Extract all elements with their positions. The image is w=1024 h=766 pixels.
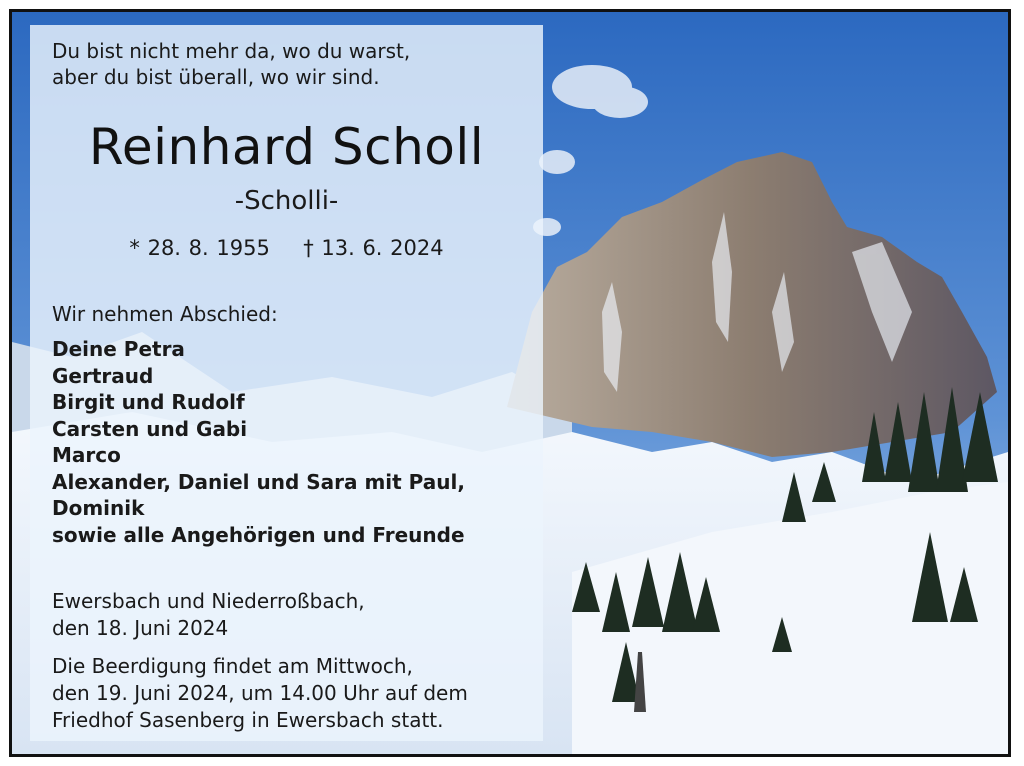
mourner-item: Birgit und Rudolf — [52, 390, 245, 414]
place-and-date — [52, 588, 532, 642]
date-line: den 18. Juni 2024 — [52, 616, 229, 640]
farewell-intro: Wir nehmen Abschied: — [52, 302, 278, 326]
mourner-item: Dominik — [52, 496, 145, 520]
mourner-item: Deine Petra — [52, 337, 185, 361]
deceased-nickname: -Scholli- — [234, 186, 339, 216]
deceased-name: Reinhard Scholl — [88, 118, 485, 176]
mourner-item: Carsten und Gabi — [52, 416, 248, 441]
obituary-frame — [9, 9, 1011, 757]
funeral-line-3: Friedhof Sasenberg in Ewersbach statt. — [52, 708, 444, 732]
mourner-item: Marco — [52, 443, 121, 467]
death-date: 13. 6. 2024 — [321, 236, 444, 260]
motto-line-2: aber du bist überall, wo wir sind. — [52, 65, 380, 89]
funeral-notice — [52, 653, 532, 734]
motto-line-1: Du bist nicht mehr da, wo du warst, — [52, 39, 411, 63]
mourner-item: Gertraud — [52, 363, 154, 388]
funeral-line-2: den 19. Juni 2024, um 14.00 Uhr auf dem — [52, 681, 468, 705]
motto — [52, 38, 532, 90]
mourners-list — [52, 336, 522, 548]
birth-date: 28. 8. 1955 — [147, 236, 270, 260]
place-line: Ewersbach und Niederroßbach, — [52, 589, 365, 613]
birth-symbol: * — [129, 236, 140, 260]
death-cross-icon: † — [303, 236, 314, 260]
mourner-item: sowie alle Angehörigen und Freunde — [52, 522, 465, 547]
funeral-line-1: Die Beerdigung findet am Mittwoch, — [52, 654, 413, 678]
mourner-item: Alexander, Daniel und Sara mit Paul, — [52, 469, 465, 494]
life-dates — [30, 236, 543, 260]
